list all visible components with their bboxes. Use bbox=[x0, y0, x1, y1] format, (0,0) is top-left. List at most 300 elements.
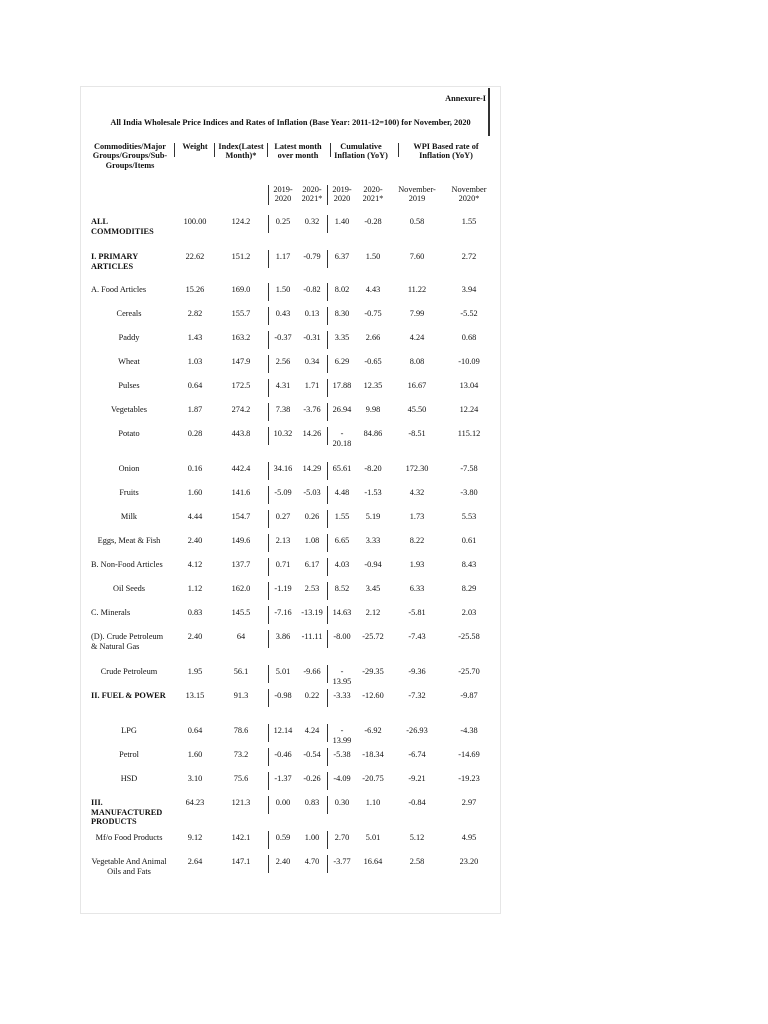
header-wpi: WPI Based rate of Inflation (YoY) bbox=[413, 142, 479, 161]
cell-cum-2019: 8.30 bbox=[334, 309, 350, 318]
cell-cum-2019: 4.03 bbox=[334, 560, 350, 569]
cell-cum-2019: 1.40 bbox=[334, 217, 350, 226]
column-rule bbox=[327, 630, 328, 648]
cell-nov-2019: -7.32 bbox=[408, 691, 426, 700]
cell-nov-2020: 2.03 bbox=[461, 608, 477, 617]
column-rule bbox=[268, 427, 269, 445]
cell-mom-2019: 10.32 bbox=[273, 429, 293, 438]
cell-cum-2020: 12.35 bbox=[363, 381, 383, 390]
cell-weight: 2.82 bbox=[187, 309, 203, 318]
cell-nov-2019: 8.22 bbox=[409, 536, 425, 545]
cell-nov-2019: -7.43 bbox=[408, 632, 426, 641]
cell-index: 172.5 bbox=[231, 381, 251, 390]
cell-nov-2020: 8.43 bbox=[461, 560, 477, 569]
column-rule bbox=[327, 427, 328, 445]
cell-mom-2020: -0.54 bbox=[303, 750, 321, 759]
cell-cum-2019: - 13.99 bbox=[332, 726, 352, 745]
column-rule bbox=[327, 689, 328, 707]
cell-nov-2019: 16.67 bbox=[407, 381, 427, 390]
column-rule bbox=[327, 250, 328, 268]
subheader-cum-2019: 2019-2020 bbox=[332, 185, 352, 204]
cell-cum-2019: 6.65 bbox=[334, 536, 350, 545]
cell-weight: 3.10 bbox=[187, 774, 203, 783]
cell-cum-2019: 14.63 bbox=[332, 608, 352, 617]
cell-nov-2019: -0.84 bbox=[408, 798, 426, 807]
column-rule bbox=[327, 215, 328, 233]
cell-weight: 13.15 bbox=[185, 691, 205, 700]
column-rule bbox=[327, 355, 328, 373]
table-row bbox=[81, 217, 500, 247]
cell-mom-2019: 1.50 bbox=[275, 285, 291, 294]
row-label: Potato bbox=[118, 429, 140, 438]
cell-mom-2019: 0.27 bbox=[275, 512, 291, 521]
row-label: HSD bbox=[120, 774, 138, 783]
cell-cum-2019: 65.61 bbox=[332, 464, 352, 473]
cell-cum-2020: 2.66 bbox=[365, 333, 381, 342]
cell-mom-2019: 3.86 bbox=[275, 632, 291, 641]
header-weight: Weight bbox=[182, 142, 208, 151]
column-rule bbox=[327, 307, 328, 325]
cell-mom-2019: 34.16 bbox=[273, 464, 293, 473]
page-edge-bar bbox=[488, 88, 490, 136]
header-rule bbox=[267, 143, 268, 157]
row-label: A. Food Articles bbox=[91, 285, 147, 294]
cell-cum-2019: 8.02 bbox=[334, 285, 350, 294]
cell-cum-2020: -0.94 bbox=[364, 560, 382, 569]
cell-weight: 1.12 bbox=[187, 584, 203, 593]
cell-cum-2019: -4.09 bbox=[333, 774, 351, 783]
header-latest-month: Latest month over month bbox=[274, 142, 322, 161]
cell-mom-2019: 0.59 bbox=[275, 833, 291, 842]
cell-index: 149.6 bbox=[231, 536, 251, 545]
column-rule bbox=[327, 796, 328, 814]
cell-weight: 1.60 bbox=[187, 488, 203, 497]
header-rule bbox=[174, 143, 175, 157]
column-rule bbox=[327, 283, 328, 301]
column-rule bbox=[327, 582, 328, 600]
cell-weight: 1.43 bbox=[187, 333, 203, 342]
cell-weight: 1.95 bbox=[187, 667, 203, 676]
cell-nov-2019: 2.58 bbox=[409, 857, 425, 866]
cell-nov-2020: 23.20 bbox=[459, 857, 479, 866]
cell-mom-2020: 0.22 bbox=[304, 691, 320, 700]
cell-nov-2019: 4.32 bbox=[409, 488, 425, 497]
cell-mom-2019: 1.17 bbox=[275, 252, 291, 261]
cell-nov-2020: 115.12 bbox=[457, 429, 481, 438]
cell-index: 124.2 bbox=[231, 217, 251, 226]
cell-index: 443.8 bbox=[231, 429, 251, 438]
subheader-cum-2020: 2020-2021* bbox=[362, 185, 384, 204]
cell-mom-2020: 4.24 bbox=[304, 726, 320, 735]
cell-nov-2019: 5.12 bbox=[409, 833, 425, 842]
header-rule bbox=[398, 143, 399, 157]
row-label: Oil Seeds bbox=[112, 584, 146, 593]
cell-mom-2020: -9.66 bbox=[303, 667, 321, 676]
header-index: Index(Latest Month)* bbox=[218, 142, 264, 161]
table-row bbox=[81, 252, 500, 282]
cell-mom-2019: 5.01 bbox=[275, 667, 291, 676]
cell-weight: 100.00 bbox=[183, 217, 207, 226]
cell-mom-2020: -0.26 bbox=[303, 774, 321, 783]
column-rule bbox=[327, 403, 328, 421]
cell-weight: 0.64 bbox=[187, 726, 203, 735]
column-rule bbox=[268, 748, 269, 766]
column-rule bbox=[268, 630, 269, 648]
cell-cum-2020: 1.50 bbox=[365, 252, 381, 261]
cell-index: 141.6 bbox=[231, 488, 251, 497]
cell-cum-2020: -29.35 bbox=[362, 667, 384, 676]
header-rule bbox=[330, 143, 331, 157]
row-label: II. FUEL & POWER bbox=[91, 691, 166, 700]
cell-nov-2020: 4.95 bbox=[461, 833, 477, 842]
cell-index: 147.9 bbox=[231, 357, 251, 366]
column-rule bbox=[327, 331, 328, 349]
column-rule bbox=[327, 831, 328, 849]
cell-nov-2020: -9.87 bbox=[460, 691, 478, 700]
cell-index: 155.7 bbox=[231, 309, 251, 318]
cell-index: 91.3 bbox=[233, 691, 249, 700]
cell-mom-2020: -5.03 bbox=[303, 488, 321, 497]
cell-cum-2019: 1.55 bbox=[334, 512, 350, 521]
column-rule bbox=[268, 307, 269, 325]
row-label: LPG bbox=[121, 726, 137, 735]
row-label: B. Non-Food Articles bbox=[91, 560, 163, 569]
cell-mom-2019: -5.09 bbox=[274, 488, 292, 497]
column-rule bbox=[327, 665, 328, 683]
row-label: C. Minerals bbox=[91, 608, 131, 617]
cell-nov-2020: 8.29 bbox=[461, 584, 477, 593]
cell-weight: 4.12 bbox=[187, 560, 203, 569]
cell-nov-2019: 1.73 bbox=[409, 512, 425, 521]
cell-index: 78.6 bbox=[233, 726, 249, 735]
row-label: Mf/o Food Products bbox=[95, 833, 163, 842]
table-row bbox=[81, 429, 500, 459]
column-rule bbox=[268, 796, 269, 814]
cell-nov-2019: 0.58 bbox=[409, 217, 425, 226]
column-rule bbox=[268, 215, 269, 233]
cell-cum-2020: 5.19 bbox=[365, 512, 381, 521]
cell-cum-2019: -3.77 bbox=[333, 857, 351, 866]
cell-index: 73.2 bbox=[233, 750, 249, 759]
cell-index: 151.2 bbox=[231, 252, 251, 261]
cell-mom-2019: 4.31 bbox=[275, 381, 291, 390]
column-rule bbox=[327, 486, 328, 504]
column-rule bbox=[268, 534, 269, 552]
cell-cum-2019: -5.38 bbox=[333, 750, 351, 759]
cell-index: 142.1 bbox=[231, 833, 251, 842]
column-rule bbox=[327, 558, 328, 576]
column-rule bbox=[268, 462, 269, 480]
cell-mom-2019: -1.37 bbox=[274, 774, 292, 783]
subheader-mom-2020: 2020-2021* bbox=[301, 185, 323, 204]
cell-mom-2020: -11.11 bbox=[301, 632, 323, 641]
column-rule bbox=[268, 355, 269, 373]
cell-nov-2020: -10.09 bbox=[458, 357, 480, 366]
row-label: I. PRIMARY ARTICLES bbox=[91, 252, 138, 271]
cell-mom-2019: 0.25 bbox=[275, 217, 291, 226]
cell-mom-2019: -7.16 bbox=[274, 608, 292, 617]
subheader-mom-2019: 2019-2020 bbox=[273, 185, 293, 204]
column-rule bbox=[268, 772, 269, 790]
cell-cum-2019: 2.70 bbox=[334, 833, 350, 842]
cell-weight: 22.62 bbox=[185, 252, 205, 261]
subheader-nov-2020: November 2020* bbox=[451, 185, 487, 204]
cell-nov-2020: 2.72 bbox=[461, 252, 477, 261]
cell-weight: 2.64 bbox=[187, 857, 203, 866]
cell-nov-2019: 11.22 bbox=[407, 285, 427, 294]
cell-cum-2019: 26.94 bbox=[332, 405, 352, 414]
cell-mom-2020: 6.17 bbox=[304, 560, 320, 569]
row-label: Crude Petroleum bbox=[100, 667, 158, 676]
cell-nov-2019: 8.08 bbox=[409, 357, 425, 366]
cell-index: 163.2 bbox=[231, 333, 251, 342]
cell-cum-2020: 4.43 bbox=[365, 285, 381, 294]
row-label: Cereals bbox=[116, 309, 142, 318]
cell-index: 64 bbox=[236, 632, 246, 641]
cell-cum-2020: -20.75 bbox=[362, 774, 384, 783]
cell-weight: 1.60 bbox=[187, 750, 203, 759]
cell-nov-2020: -7.58 bbox=[460, 464, 478, 473]
header-commodities: Commodities/Major Groups/Groups/Sub-Groups/Items bbox=[92, 142, 168, 170]
cell-index: 137.7 bbox=[231, 560, 251, 569]
column-rule bbox=[268, 331, 269, 349]
cell-mom-2019: 2.13 bbox=[275, 536, 291, 545]
row-label: Pulses bbox=[118, 381, 140, 390]
cell-nov-2020: 5.53 bbox=[461, 512, 477, 521]
cell-mom-2020: 0.32 bbox=[304, 217, 320, 226]
cell-mom-2019: -0.37 bbox=[274, 333, 292, 342]
cell-index: 274.2 bbox=[231, 405, 251, 414]
cell-cum-2019: 0.30 bbox=[334, 798, 350, 807]
cell-cum-2020: -1.53 bbox=[364, 488, 382, 497]
cell-weight: 0.64 bbox=[187, 381, 203, 390]
cell-nov-2019: -8.51 bbox=[408, 429, 426, 438]
row-label: Milk bbox=[120, 512, 138, 521]
cell-nov-2020: 0.61 bbox=[461, 536, 477, 545]
cell-mom-2020: -0.79 bbox=[303, 252, 321, 261]
cell-nov-2019: -9.36 bbox=[408, 667, 426, 676]
cell-nov-2020: 13.04 bbox=[459, 381, 479, 390]
cell-weight: 2.40 bbox=[187, 632, 203, 641]
column-rule bbox=[327, 724, 328, 742]
cell-mom-2020: 14.26 bbox=[302, 429, 322, 438]
cell-cum-2019: 6.37 bbox=[334, 252, 350, 261]
subheader-nov-2019: November-2019 bbox=[398, 185, 436, 204]
cell-weight: 1.87 bbox=[187, 405, 203, 414]
cell-cum-2020: 9.98 bbox=[365, 405, 381, 414]
cell-nov-2020: -5.52 bbox=[460, 309, 478, 318]
cell-nov-2020: 3.94 bbox=[461, 285, 477, 294]
cell-nov-2019: -6.74 bbox=[408, 750, 426, 759]
cell-nov-2020: -19.23 bbox=[458, 774, 480, 783]
cell-cum-2019: 17.88 bbox=[332, 381, 352, 390]
column-rule bbox=[268, 855, 269, 873]
cell-weight: 2.40 bbox=[187, 536, 203, 545]
column-rule bbox=[327, 606, 328, 624]
cell-cum-2019: 8.52 bbox=[334, 584, 350, 593]
cell-mom-2019: 0.43 bbox=[275, 309, 291, 318]
column-rule bbox=[268, 486, 269, 504]
table-row bbox=[81, 857, 500, 887]
cell-cum-2020: -0.65 bbox=[364, 357, 382, 366]
cell-nov-2020: 1.55 bbox=[461, 217, 477, 226]
column-rule bbox=[268, 283, 269, 301]
cell-cum-2019: - 20.18 bbox=[332, 429, 352, 448]
cell-weight: 0.83 bbox=[187, 608, 203, 617]
cell-index: 121.3 bbox=[231, 798, 251, 807]
header-cumulative: Cumulative Inflation (YoY) bbox=[334, 142, 388, 161]
row-label: Onion bbox=[118, 464, 140, 473]
cell-mom-2020: 0.26 bbox=[304, 512, 320, 521]
cell-nov-2020: -14.69 bbox=[458, 750, 480, 759]
cell-nov-2019: 45.50 bbox=[407, 405, 427, 414]
cell-cum-2019: -8.00 bbox=[333, 632, 351, 641]
subheader-rule bbox=[268, 185, 269, 205]
cell-mom-2020: 1.71 bbox=[304, 381, 320, 390]
cell-cum-2019: - 13.95 bbox=[332, 667, 352, 686]
cell-cum-2020: -6.92 bbox=[364, 726, 382, 735]
cell-mom-2019: 12.14 bbox=[273, 726, 293, 735]
cell-mom-2020: 14.29 bbox=[302, 464, 322, 473]
cell-nov-2020: 2.97 bbox=[461, 798, 477, 807]
subheader-rule bbox=[327, 185, 328, 205]
cell-weight: 15.26 bbox=[185, 285, 205, 294]
column-rule bbox=[268, 250, 269, 268]
column-rule bbox=[268, 510, 269, 528]
column-rule bbox=[268, 831, 269, 849]
document-page bbox=[80, 86, 501, 914]
cell-index: 56.1 bbox=[233, 667, 249, 676]
column-rule bbox=[327, 534, 328, 552]
cell-cum-2020: -8.20 bbox=[364, 464, 382, 473]
row-label: Vegetables bbox=[111, 405, 147, 414]
column-rule bbox=[327, 379, 328, 397]
cell-mom-2020: 2.53 bbox=[304, 584, 320, 593]
cell-nov-2019: 172.30 bbox=[405, 464, 429, 473]
table-row bbox=[81, 632, 500, 662]
column-rule bbox=[268, 689, 269, 707]
cell-cum-2020: 5.01 bbox=[365, 833, 381, 842]
cell-nov-2020: -25.58 bbox=[458, 632, 480, 641]
cell-mom-2020: -13.19 bbox=[301, 608, 323, 617]
cell-mom-2020: 1.00 bbox=[304, 833, 320, 842]
cell-mom-2020: 0.83 bbox=[304, 798, 320, 807]
cell-index: 75.6 bbox=[233, 774, 249, 783]
table-row bbox=[81, 691, 500, 721]
cell-mom-2020: 4.70 bbox=[304, 857, 320, 866]
cell-weight: 64.23 bbox=[185, 798, 205, 807]
table-row bbox=[81, 798, 500, 828]
row-label: Eggs, Meat & Fish bbox=[97, 536, 161, 545]
cell-nov-2020: 12.24 bbox=[459, 405, 479, 414]
column-rule bbox=[268, 606, 269, 624]
cell-mom-2020: -0.82 bbox=[303, 285, 321, 294]
cell-mom-2020: -3.76 bbox=[303, 405, 321, 414]
cell-nov-2019: 7.99 bbox=[409, 309, 425, 318]
column-rule bbox=[268, 403, 269, 421]
row-label: III. MANUFACTURED PRODUCTS bbox=[91, 798, 163, 826]
cell-nov-2019: 6.33 bbox=[409, 584, 425, 593]
cell-cum-2020: 3.45 bbox=[365, 584, 381, 593]
cell-cum-2020: -12.60 bbox=[362, 691, 384, 700]
cell-weight: 0.16 bbox=[187, 464, 203, 473]
cell-mom-2019: -0.98 bbox=[274, 691, 292, 700]
cell-index: 145.5 bbox=[231, 608, 251, 617]
header-rule bbox=[214, 143, 215, 157]
cell-nov-2019: -9.21 bbox=[408, 774, 426, 783]
cell-nov-2019: 1.93 bbox=[409, 560, 425, 569]
cell-mom-2019: -1.19 bbox=[274, 584, 292, 593]
cell-mom-2019: 2.40 bbox=[275, 857, 291, 866]
cell-cum-2020: -25.72 bbox=[362, 632, 384, 641]
column-rule bbox=[268, 379, 269, 397]
cell-cum-2020: 3.33 bbox=[365, 536, 381, 545]
cell-nov-2019: 7.60 bbox=[409, 252, 425, 261]
cell-cum-2020: 16.64 bbox=[363, 857, 383, 866]
annexure-label: Annexure-I bbox=[445, 94, 486, 103]
cell-index: 442.4 bbox=[231, 464, 251, 473]
cell-nov-2020: -3.80 bbox=[460, 488, 478, 497]
column-rule bbox=[268, 582, 269, 600]
cell-cum-2020: 1.10 bbox=[365, 798, 381, 807]
cell-weight: 1.03 bbox=[187, 357, 203, 366]
column-rule bbox=[327, 748, 328, 766]
row-label: Vegetable And Animal Oils and Fats bbox=[91, 857, 167, 876]
cell-nov-2019: 4.24 bbox=[409, 333, 425, 342]
row-label: Petrol bbox=[119, 750, 139, 759]
cell-mom-2019: -0.46 bbox=[274, 750, 292, 759]
cell-weight: 9.12 bbox=[187, 833, 203, 842]
cell-index: 147.1 bbox=[231, 857, 251, 866]
cell-mom-2019: 7.38 bbox=[275, 405, 291, 414]
cell-index: 162.0 bbox=[231, 584, 251, 593]
cell-cum-2019: 6.29 bbox=[334, 357, 350, 366]
cell-cum-2019: -3.33 bbox=[333, 691, 351, 700]
cell-weight: 4.44 bbox=[187, 512, 203, 521]
cell-mom-2020: -0.31 bbox=[303, 333, 321, 342]
row-label: (D). Crude Petroleum & Natural Gas bbox=[91, 632, 164, 651]
column-rule bbox=[268, 724, 269, 742]
document-title: All India Wholesale Price Indices and Rates of Inflation (Base Year: 2011-12=100) for November, 2020 bbox=[110, 118, 471, 127]
column-rule bbox=[268, 558, 269, 576]
cell-mom-2019: 0.71 bbox=[275, 560, 291, 569]
row-label: Fruits bbox=[119, 488, 139, 497]
row-label: Wheat bbox=[118, 357, 140, 366]
cell-nov-2019: -26.93 bbox=[406, 726, 428, 735]
row-label: ALL COMMODITIES bbox=[91, 217, 154, 236]
cell-cum-2020: -0.75 bbox=[364, 309, 382, 318]
cell-mom-2019: 0.00 bbox=[275, 798, 291, 807]
cell-nov-2020: 0.68 bbox=[461, 333, 477, 342]
cell-nov-2019: -5.81 bbox=[408, 608, 426, 617]
cell-mom-2019: 2.56 bbox=[275, 357, 291, 366]
column-rule bbox=[327, 462, 328, 480]
cell-mom-2020: 1.08 bbox=[304, 536, 320, 545]
column-rule bbox=[327, 510, 328, 528]
cell-cum-2020: 2.12 bbox=[365, 608, 381, 617]
cell-mom-2020: 0.34 bbox=[304, 357, 320, 366]
cell-cum-2020: 84.86 bbox=[363, 429, 383, 438]
cell-cum-2019: 4.48 bbox=[334, 488, 350, 497]
cell-cum-2019: 3.35 bbox=[334, 333, 350, 342]
column-rule bbox=[268, 665, 269, 683]
row-label: Paddy bbox=[118, 333, 140, 342]
column-rule bbox=[327, 855, 328, 873]
cell-mom-2020: 0.13 bbox=[304, 309, 320, 318]
cell-index: 154.7 bbox=[231, 512, 251, 521]
cell-nov-2020: -4.38 bbox=[460, 726, 478, 735]
cell-cum-2020: -0.28 bbox=[364, 217, 382, 226]
